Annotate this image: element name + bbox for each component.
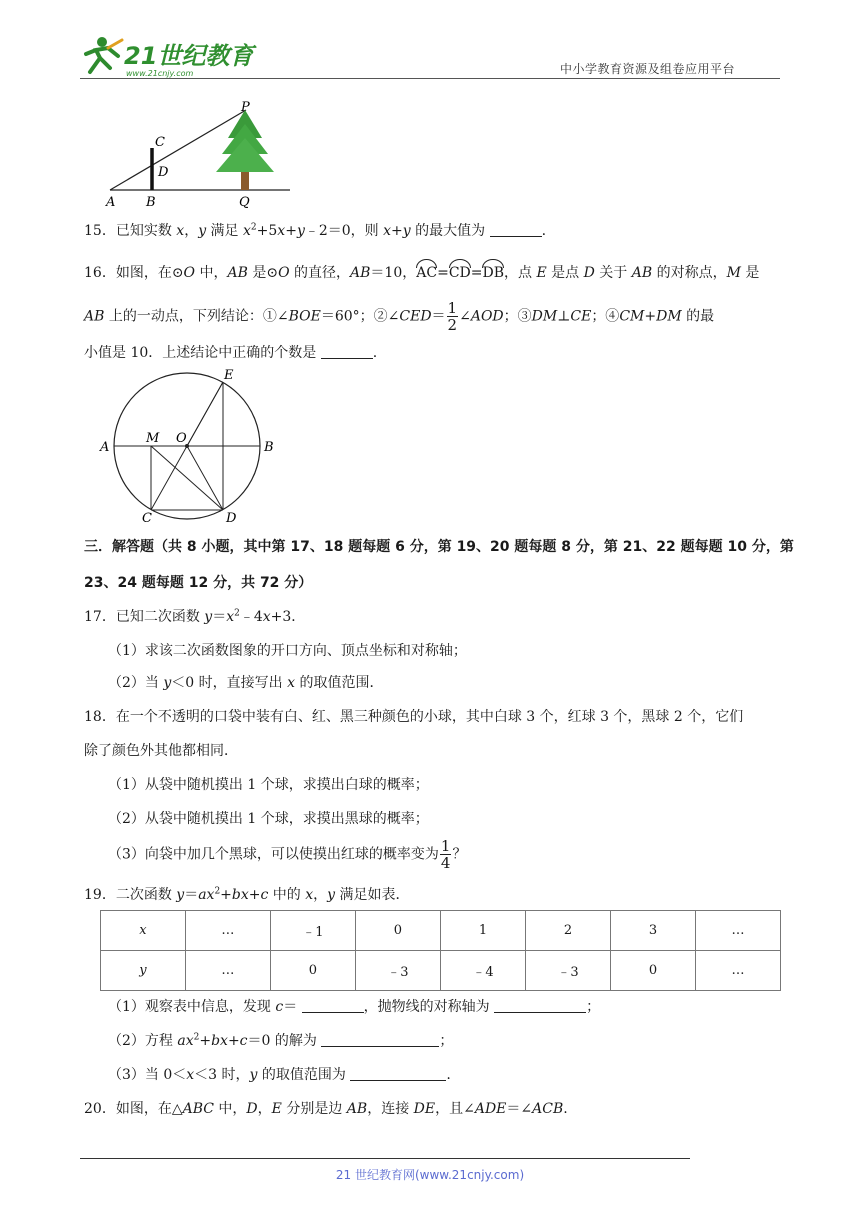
fraction-half: $\frac{1}{2}$ xyxy=(447,299,458,334)
label-Q: Q xyxy=(239,195,250,210)
answer-blank[interactable] xyxy=(350,1066,446,1081)
logo-url: www.21cnjy.com xyxy=(126,69,194,78)
label-C: C xyxy=(142,511,152,526)
label-M: M xyxy=(146,431,160,446)
table-cell: 3 xyxy=(611,911,696,951)
label-A: A xyxy=(100,440,110,455)
answer-blank[interactable] xyxy=(490,222,542,237)
label-E: E xyxy=(224,368,234,383)
answer-blank[interactable] xyxy=(321,344,373,359)
question-19: 19．二次函数 $y=ax^2+bx+c$ 中的 x，y 满足如表． xyxy=(84,886,410,903)
arc-DB: DB xyxy=(482,265,504,281)
answer-blank[interactable] xyxy=(494,998,586,1013)
question-18-cont: 除了颜色外其他都相同． xyxy=(84,743,238,759)
label-B: B xyxy=(146,195,156,210)
label-D: D xyxy=(158,165,169,180)
table-row-y xyxy=(101,951,781,991)
question-18-part2: （2）从袋中随机摸出 1 个球，求摸出黑球的概率； xyxy=(108,811,429,827)
table-cell: ﹣3 xyxy=(355,951,440,991)
question-18-part1: （1）从袋中随机摸出 1 个球，求摸出白球的概率； xyxy=(108,777,429,793)
label-A: A xyxy=(106,195,116,210)
section-3-heading: 三．解答题（共 8 小题，其中第 17、18 题每题 6 分，第 19、20 题每题 8 分，第 21、22 题每题 10 分，第 xyxy=(84,539,794,555)
question-17-part2: （2）当 y＜0 时，直接写出 x 的取值范围． xyxy=(108,675,384,691)
site-logo[interactable] xyxy=(78,32,258,78)
table-cell: ﹣3 xyxy=(526,951,611,991)
footer-link[interactable]: 21 世纪教育网(www.21cnjy.com) xyxy=(335,1168,525,1182)
question-17-part1: （1）求该二次函数图象的开口方向、顶点坐标和对称轴； xyxy=(108,643,467,659)
table-cell: 1 xyxy=(440,911,525,951)
question-18: 18．在一个不透明的口袋中装有白、红、黑三种颜色的小球，其中白球 3 个，红球 3 个，黑球 2 个，它们 xyxy=(84,709,744,725)
table-cell: ﹣1 xyxy=(270,911,355,951)
table-cell: … xyxy=(695,951,780,991)
table-cell: x xyxy=(101,911,186,951)
table-cell: 2 xyxy=(526,911,611,951)
table-cell: 0 xyxy=(355,911,440,951)
site-name: 中小学教育资源及组卷应用平台 xyxy=(560,62,736,76)
table-cell: … xyxy=(695,911,780,951)
footer-divider xyxy=(80,1158,690,1159)
answer-blank[interactable] xyxy=(321,1032,439,1047)
runner-icon xyxy=(86,37,122,72)
tree-figure xyxy=(100,98,320,210)
label-P: P xyxy=(241,100,250,115)
question-16-line1: 16．如图，在⊙O 中，AB 是⊙O 的直径，AB＝10，AC=CD=DB，点 E 是点 D 关于 AB 的对称点，M 是 xyxy=(84,265,760,281)
fraction-quarter: $\frac{1}{4}$ xyxy=(440,837,451,872)
question-15: 15．已知实数 x，y 满足 $x^2+5x+y﹣2=0$，则 x+y 的最大值为 . xyxy=(84,222,547,239)
table-cell: ﹣4 xyxy=(440,951,525,991)
arc-AC: AC xyxy=(416,265,438,281)
question-19-part1: （1）观察表中信息，发现 c＝ ，抛物线的对称轴为 ； xyxy=(108,999,601,1015)
label-O: O xyxy=(176,431,187,446)
question-16-line3: 小值是 10．上述结论中正确的个数是 . xyxy=(84,345,378,361)
logo-text: 21世纪教育 xyxy=(124,42,254,70)
table-cell: … xyxy=(185,951,270,991)
answer-blank[interactable] xyxy=(302,998,364,1013)
header-divider xyxy=(80,78,780,79)
label-B: B xyxy=(264,440,274,455)
question-18-part3: （3）向袋中加几个黑球，可以使摸出红球的概率变为 $\frac{1}{4}$ ？ xyxy=(108,837,467,872)
values-table xyxy=(100,910,781,991)
question-16-line2: AB 上的一动点，下列结论：①∠BOE＝60°；②∠CED＝ $\frac{1}{2}$ ∠AOD；③DM⊥CE；④CM+DM 的最 xyxy=(84,299,715,334)
table-cell: 0 xyxy=(611,951,696,991)
label-C: C xyxy=(155,135,165,150)
table-cell: 0 xyxy=(270,951,355,991)
question-19-part2: （2）方程 $ax^2+bx+c=0$ 的解为 ； xyxy=(108,1032,454,1049)
question-17: 17．已知二次函数 $y=x^2﹣4x+3$． xyxy=(84,608,306,625)
table-row-x xyxy=(101,911,781,951)
circle-figure xyxy=(96,364,286,528)
question-19-part3: （3）当 0＜x＜3 时，y 的取值范围为 . xyxy=(108,1067,451,1083)
table-cell: y xyxy=(101,951,186,991)
table-cell: … xyxy=(185,911,270,951)
label-D: D xyxy=(226,511,237,526)
arc-CD: CD xyxy=(448,265,471,281)
section-3-heading-cont: 23、24 题每题 12 分，共 72 分） xyxy=(84,575,313,591)
question-20: 20．如图，在△ABC 中，D，E 分别是边 AB，连接 DE，且∠ADE＝∠ACB. xyxy=(84,1101,568,1117)
